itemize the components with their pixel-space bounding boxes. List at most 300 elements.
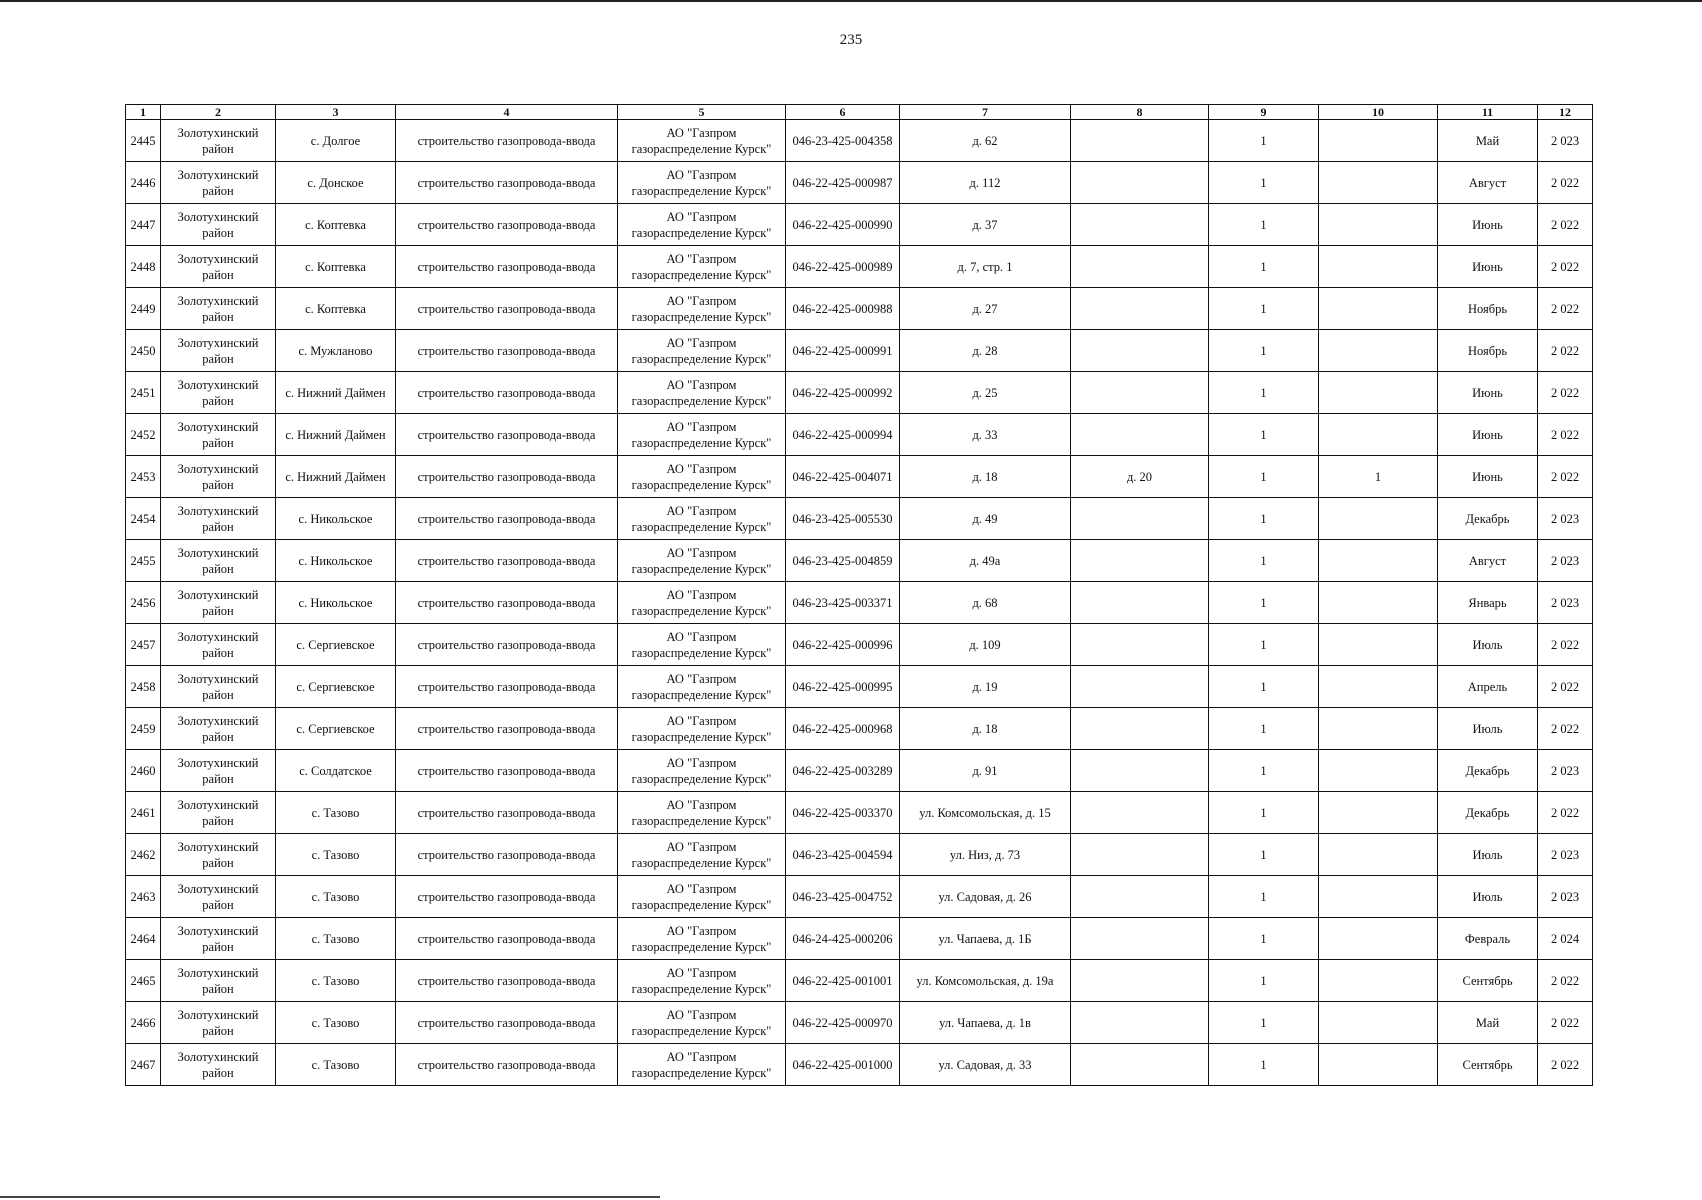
column-9-cell: 1 [1209,666,1319,708]
column-8-cell [1071,750,1209,792]
scan-border-top [0,0,1702,2]
organization-cell: АО "Газпром газораспределение Курск" [618,288,786,330]
column-10-cell [1319,1002,1438,1044]
organization-cell: АО "Газпром газораспределение Курск" [618,960,786,1002]
settlement-cell: с. Сергиевское [276,666,396,708]
month-cell: Июль [1438,624,1538,666]
district-cell: Золотухинский район [161,414,276,456]
organization-cell: АО "Газпром газораспределение Курск" [618,1002,786,1044]
year-cell: 2 022 [1538,624,1593,666]
column-8-cell [1071,918,1209,960]
organization-cell: АО "Газпром газораспределение Курск" [618,666,786,708]
column-9-cell: 1 [1209,834,1319,876]
address-cell: д. 18 [900,456,1071,498]
registry-code-cell: 046-22-425-000995 [786,666,900,708]
column-header: 1 [126,105,161,120]
settlement-cell: с. Коптевка [276,204,396,246]
column-10-cell [1319,750,1438,792]
address-cell: д. 27 [900,288,1071,330]
work-type-cell: строительство газопровода-ввода [396,1044,618,1086]
year-cell: 2 022 [1538,162,1593,204]
year-cell: 2 023 [1538,876,1593,918]
row-number-cell: 2459 [126,708,161,750]
row-number-cell: 2466 [126,1002,161,1044]
settlement-cell: с. Донское [276,162,396,204]
work-type-cell: строительство газопровода-ввода [396,582,618,624]
column-8-cell: д. 20 [1071,456,1209,498]
settlement-cell: с. Никольское [276,498,396,540]
month-cell: Июнь [1438,456,1538,498]
registry-code-cell: 046-22-425-001000 [786,1044,900,1086]
scan-border-bottom [0,1196,660,1198]
row-number-cell: 2465 [126,960,161,1002]
registry-table [125,104,1593,1086]
table-row [126,624,1593,666]
row-number-cell: 2461 [126,792,161,834]
year-cell: 2 023 [1538,540,1593,582]
year-cell: 2 023 [1538,750,1593,792]
address-cell: ул. Садовая, д. 26 [900,876,1071,918]
year-cell: 2 022 [1538,960,1593,1002]
column-9-cell: 1 [1209,708,1319,750]
district-cell: Золотухинский район [161,624,276,666]
organization-cell: АО "Газпром газораспределение Курск" [618,372,786,414]
year-cell: 2 022 [1538,1044,1593,1086]
organization-cell: АО "Газпром газораспределение Курск" [618,162,786,204]
column-8-cell [1071,330,1209,372]
column-10-cell [1319,624,1438,666]
organization-cell: АО "Газпром газораспределение Курск" [618,624,786,666]
organization-cell: АО "Газпром газораспределение Курск" [618,1044,786,1086]
organization-cell: АО "Газпром газораспределение Курск" [618,456,786,498]
row-number-cell: 2462 [126,834,161,876]
work-type-cell: строительство газопровода-ввода [396,498,618,540]
row-number-cell: 2458 [126,666,161,708]
work-type-cell: строительство газопровода-ввода [396,330,618,372]
registry-code-cell: 046-23-425-003371 [786,582,900,624]
organization-cell: АО "Газпром газораспределение Курск" [618,750,786,792]
row-number-cell: 2460 [126,750,161,792]
table-row [126,246,1593,288]
month-cell: Декабрь [1438,498,1538,540]
table-row [126,834,1593,876]
row-number-cell: 2453 [126,456,161,498]
year-cell: 2 023 [1538,834,1593,876]
column-header: 6 [786,105,900,120]
settlement-cell: с. Нижний Даймен [276,456,396,498]
settlement-cell: с. Солдатское [276,750,396,792]
column-10-cell [1319,498,1438,540]
settlement-cell: с. Сергиевское [276,624,396,666]
work-type-cell: строительство газопровода-ввода [396,708,618,750]
row-number-cell: 2451 [126,372,161,414]
column-9-cell: 1 [1209,288,1319,330]
table-row [126,1044,1593,1086]
settlement-cell: с. Тазово [276,1002,396,1044]
table-row [126,288,1593,330]
table-header-row [126,105,1593,120]
column-header: 2 [161,105,276,120]
row-number-cell: 2446 [126,162,161,204]
registry-code-cell: 046-22-425-000992 [786,372,900,414]
district-cell: Золотухинский район [161,540,276,582]
page-number: 235 [839,32,863,48]
year-cell: 2 022 [1538,708,1593,750]
column-8-cell [1071,960,1209,1002]
column-header: 5 [618,105,786,120]
registry-code-cell: 046-23-425-004358 [786,120,900,162]
month-cell: Июль [1438,834,1538,876]
settlement-cell: с. Тазово [276,1044,396,1086]
district-cell: Золотухинский район [161,582,276,624]
district-cell: Золотухинский район [161,288,276,330]
column-8-cell [1071,708,1209,750]
district-cell: Золотухинский район [161,456,276,498]
column-header: 8 [1071,105,1209,120]
organization-cell: АО "Газпром газораспределение Курск" [618,540,786,582]
district-cell: Золотухинский район [161,1044,276,1086]
organization-cell: АО "Газпром газораспределение Курск" [618,918,786,960]
year-cell: 2 022 [1538,330,1593,372]
work-type-cell: строительство газопровода-ввода [396,372,618,414]
registry-code-cell: 046-22-425-000996 [786,624,900,666]
registry-code-cell: 046-22-425-000968 [786,708,900,750]
district-cell: Золотухинский район [161,792,276,834]
row-number-cell: 2463 [126,876,161,918]
district-cell: Золотухинский район [161,1002,276,1044]
address-cell: д. 28 [900,330,1071,372]
table-row [126,120,1593,162]
column-9-cell: 1 [1209,372,1319,414]
column-9-cell: 1 [1209,204,1319,246]
settlement-cell: с. Никольское [276,582,396,624]
organization-cell: АО "Газпром газораспределение Курск" [618,708,786,750]
settlement-cell: с. Нижний Даймен [276,372,396,414]
row-number-cell: 2452 [126,414,161,456]
settlement-cell: с. Нижний Даймен [276,414,396,456]
registry-code-cell: 046-22-425-000989 [786,246,900,288]
registry-code-cell: 046-23-425-005530 [786,498,900,540]
column-10-cell [1319,834,1438,876]
month-cell: Июнь [1438,204,1538,246]
year-cell: 2 022 [1538,666,1593,708]
row-number-cell: 2447 [126,204,161,246]
column-9-cell: 1 [1209,414,1319,456]
year-cell: 2 023 [1538,120,1593,162]
address-cell: д. 109 [900,624,1071,666]
registry-code-cell: 046-23-425-004752 [786,876,900,918]
registry-code-cell: 046-23-425-004859 [786,540,900,582]
column-8-cell [1071,666,1209,708]
column-10-cell [1319,960,1438,1002]
table-row [126,1002,1593,1044]
registry-code-cell: 046-22-425-003289 [786,750,900,792]
address-cell: д. 25 [900,372,1071,414]
organization-cell: АО "Газпром газораспределение Курск" [618,246,786,288]
address-cell: ул. Чапаева, д. 1Б [900,918,1071,960]
registry-code-cell: 046-22-425-000987 [786,162,900,204]
column-8-cell [1071,1044,1209,1086]
column-8-cell [1071,288,1209,330]
month-cell: Июнь [1438,246,1538,288]
district-cell: Золотухинский район [161,708,276,750]
work-type-cell: строительство газопровода-ввода [396,666,618,708]
work-type-cell: строительство газопровода-ввода [396,414,618,456]
column-10-cell [1319,162,1438,204]
column-9-cell: 1 [1209,162,1319,204]
column-8-cell [1071,582,1209,624]
column-header: 9 [1209,105,1319,120]
table-row [126,708,1593,750]
column-9-cell: 1 [1209,624,1319,666]
registry-code-cell: 046-22-425-004071 [786,456,900,498]
column-10-cell [1319,372,1438,414]
column-10-cell [1319,876,1438,918]
organization-cell: АО "Газпром газораспределение Курск" [618,792,786,834]
settlement-cell: с. Тазово [276,918,396,960]
address-cell: ул. Комсомольская, д. 19а [900,960,1071,1002]
column-10-cell [1319,246,1438,288]
column-9-cell: 1 [1209,750,1319,792]
table-row [126,204,1593,246]
address-cell: ул. Садовая, д. 33 [900,1044,1071,1086]
column-10-cell [1319,204,1438,246]
work-type-cell: строительство газопровода-ввода [396,876,618,918]
year-cell: 2 022 [1538,288,1593,330]
column-9-cell: 1 [1209,1002,1319,1044]
column-8-cell [1071,372,1209,414]
column-8-cell [1071,246,1209,288]
table-row [126,330,1593,372]
column-10-cell [1319,414,1438,456]
registry-code-cell: 046-22-425-000988 [786,288,900,330]
month-cell: Ноябрь [1438,288,1538,330]
settlement-cell: с. Тазово [276,834,396,876]
column-8-cell [1071,414,1209,456]
table-row [126,666,1593,708]
year-cell: 2 022 [1538,372,1593,414]
organization-cell: АО "Газпром газораспределение Курск" [618,582,786,624]
address-cell: ул. Комсомольская, д. 15 [900,792,1071,834]
work-type-cell: строительство газопровода-ввода [396,750,618,792]
district-cell: Золотухинский район [161,834,276,876]
table-body [126,120,1593,1086]
work-type-cell: строительство газопровода-ввода [396,288,618,330]
row-number-cell: 2450 [126,330,161,372]
work-type-cell: строительство газопровода-ввода [396,960,618,1002]
address-cell: д. 91 [900,750,1071,792]
registry-code-cell: 046-22-425-000990 [786,204,900,246]
work-type-cell: строительство газопровода-ввода [396,204,618,246]
row-number-cell: 2445 [126,120,161,162]
column-10-cell [1319,540,1438,582]
row-number-cell: 2467 [126,1044,161,1086]
address-cell: д. 37 [900,204,1071,246]
table-row [126,750,1593,792]
registry-code-cell: 046-24-425-000206 [786,918,900,960]
district-cell: Золотухинский район [161,330,276,372]
month-cell: Июнь [1438,372,1538,414]
settlement-cell: с. Коптевка [276,246,396,288]
organization-cell: АО "Газпром газораспределение Курск" [618,330,786,372]
settlement-cell: с. Тазово [276,960,396,1002]
column-10-cell: 1 [1319,456,1438,498]
settlement-cell: с. Тазово [276,876,396,918]
column-header: 12 [1538,105,1593,120]
table-row [126,162,1593,204]
column-10-cell [1319,582,1438,624]
district-cell: Золотухинский район [161,876,276,918]
column-8-cell [1071,834,1209,876]
column-8-cell [1071,498,1209,540]
column-8-cell [1071,120,1209,162]
address-cell: д. 33 [900,414,1071,456]
registry-code-cell: 046-22-425-000994 [786,414,900,456]
table-row [126,498,1593,540]
month-cell: Ноябрь [1438,330,1538,372]
column-9-cell: 1 [1209,1044,1319,1086]
month-cell: Апрель [1438,666,1538,708]
month-cell: Август [1438,162,1538,204]
district-cell: Золотухинский район [161,120,276,162]
work-type-cell: строительство газопровода-ввода [396,1002,618,1044]
settlement-cell: с. Тазово [276,792,396,834]
column-10-cell [1319,330,1438,372]
address-cell: ул. Чапаева, д. 1в [900,1002,1071,1044]
address-cell: д. 19 [900,666,1071,708]
district-cell: Золотухинский район [161,204,276,246]
column-9-cell: 1 [1209,498,1319,540]
row-number-cell: 2455 [126,540,161,582]
column-10-cell [1319,288,1438,330]
column-8-cell [1071,1002,1209,1044]
settlement-cell: с. Мужланово [276,330,396,372]
address-cell: д. 7, стр. 1 [900,246,1071,288]
work-type-cell: строительство газопровода-ввода [396,456,618,498]
district-cell: Золотухинский район [161,918,276,960]
month-cell: Июль [1438,876,1538,918]
column-header: 10 [1319,105,1438,120]
settlement-cell: с. Долгое [276,120,396,162]
column-9-cell: 1 [1209,960,1319,1002]
column-9-cell: 1 [1209,246,1319,288]
column-header: 4 [396,105,618,120]
organization-cell: АО "Газпром газораспределение Курск" [618,498,786,540]
column-9-cell: 1 [1209,582,1319,624]
row-number-cell: 2456 [126,582,161,624]
year-cell: 2 022 [1538,246,1593,288]
work-type-cell: строительство газопровода-ввода [396,246,618,288]
column-9-cell: 1 [1209,792,1319,834]
work-type-cell: строительство газопровода-ввода [396,624,618,666]
column-8-cell [1071,876,1209,918]
month-cell: Сентябрь [1438,960,1538,1002]
table-row [126,960,1593,1002]
column-header: 7 [900,105,1071,120]
year-cell: 2 022 [1538,1002,1593,1044]
organization-cell: АО "Газпром газораспределение Курск" [618,834,786,876]
work-type-cell: строительство газопровода-ввода [396,918,618,960]
organization-cell: АО "Газпром газораспределение Курск" [618,120,786,162]
row-number-cell: 2449 [126,288,161,330]
column-9-cell: 1 [1209,456,1319,498]
organization-cell: АО "Газпром газораспределение Курск" [618,414,786,456]
year-cell: 2 023 [1538,582,1593,624]
registry-code-cell: 046-22-425-003370 [786,792,900,834]
registry-code-cell: 046-22-425-001001 [786,960,900,1002]
month-cell: Июнь [1438,414,1538,456]
month-cell: Июль [1438,708,1538,750]
table-row [126,918,1593,960]
table-row [126,456,1593,498]
table-row [126,792,1593,834]
work-type-cell: строительство газопровода-ввода [396,540,618,582]
address-cell: д. 18 [900,708,1071,750]
district-cell: Золотухинский район [161,498,276,540]
column-8-cell [1071,792,1209,834]
row-number-cell: 2457 [126,624,161,666]
column-10-cell [1319,708,1438,750]
column-10-cell [1319,792,1438,834]
column-10-cell [1319,666,1438,708]
year-cell: 2 024 [1538,918,1593,960]
column-8-cell [1071,162,1209,204]
settlement-cell: с. Никольское [276,540,396,582]
column-9-cell: 1 [1209,120,1319,162]
column-10-cell [1319,120,1438,162]
district-cell: Золотухинский район [161,162,276,204]
registry-code-cell: 046-23-425-004594 [786,834,900,876]
district-cell: Золотухинский район [161,960,276,1002]
month-cell: Сентябрь [1438,1044,1538,1086]
work-type-cell: строительство газопровода-ввода [396,834,618,876]
month-cell: Декабрь [1438,750,1538,792]
year-cell: 2 022 [1538,456,1593,498]
work-type-cell: строительство газопровода-ввода [396,162,618,204]
address-cell: д. 49 [900,498,1071,540]
registry-code-cell: 046-22-425-000991 [786,330,900,372]
column-10-cell [1319,918,1438,960]
month-cell: Май [1438,1002,1538,1044]
column-8-cell [1071,204,1209,246]
district-cell: Золотухинский район [161,750,276,792]
settlement-cell: с. Коптевка [276,288,396,330]
work-type-cell: строительство газопровода-ввода [396,792,618,834]
column-9-cell: 1 [1209,540,1319,582]
row-number-cell: 2464 [126,918,161,960]
column-9-cell: 1 [1209,918,1319,960]
table-row [126,540,1593,582]
district-cell: Золотухинский район [161,246,276,288]
row-number-cell: 2454 [126,498,161,540]
settlement-cell: с. Сергиевское [276,708,396,750]
month-cell: Май [1438,120,1538,162]
row-number-cell: 2448 [126,246,161,288]
column-8-cell [1071,624,1209,666]
address-cell: д. 68 [900,582,1071,624]
district-cell: Золотухинский район [161,372,276,414]
address-cell: д. 62 [900,120,1071,162]
table-row [126,582,1593,624]
address-cell: д. 112 [900,162,1071,204]
registry-code-cell: 046-22-425-000970 [786,1002,900,1044]
year-cell: 2 023 [1538,498,1593,540]
month-cell: Февраль [1438,918,1538,960]
column-header: 11 [1438,105,1538,120]
work-type-cell: строительство газопровода-ввода [396,120,618,162]
month-cell: Август [1438,540,1538,582]
table-row [126,876,1593,918]
